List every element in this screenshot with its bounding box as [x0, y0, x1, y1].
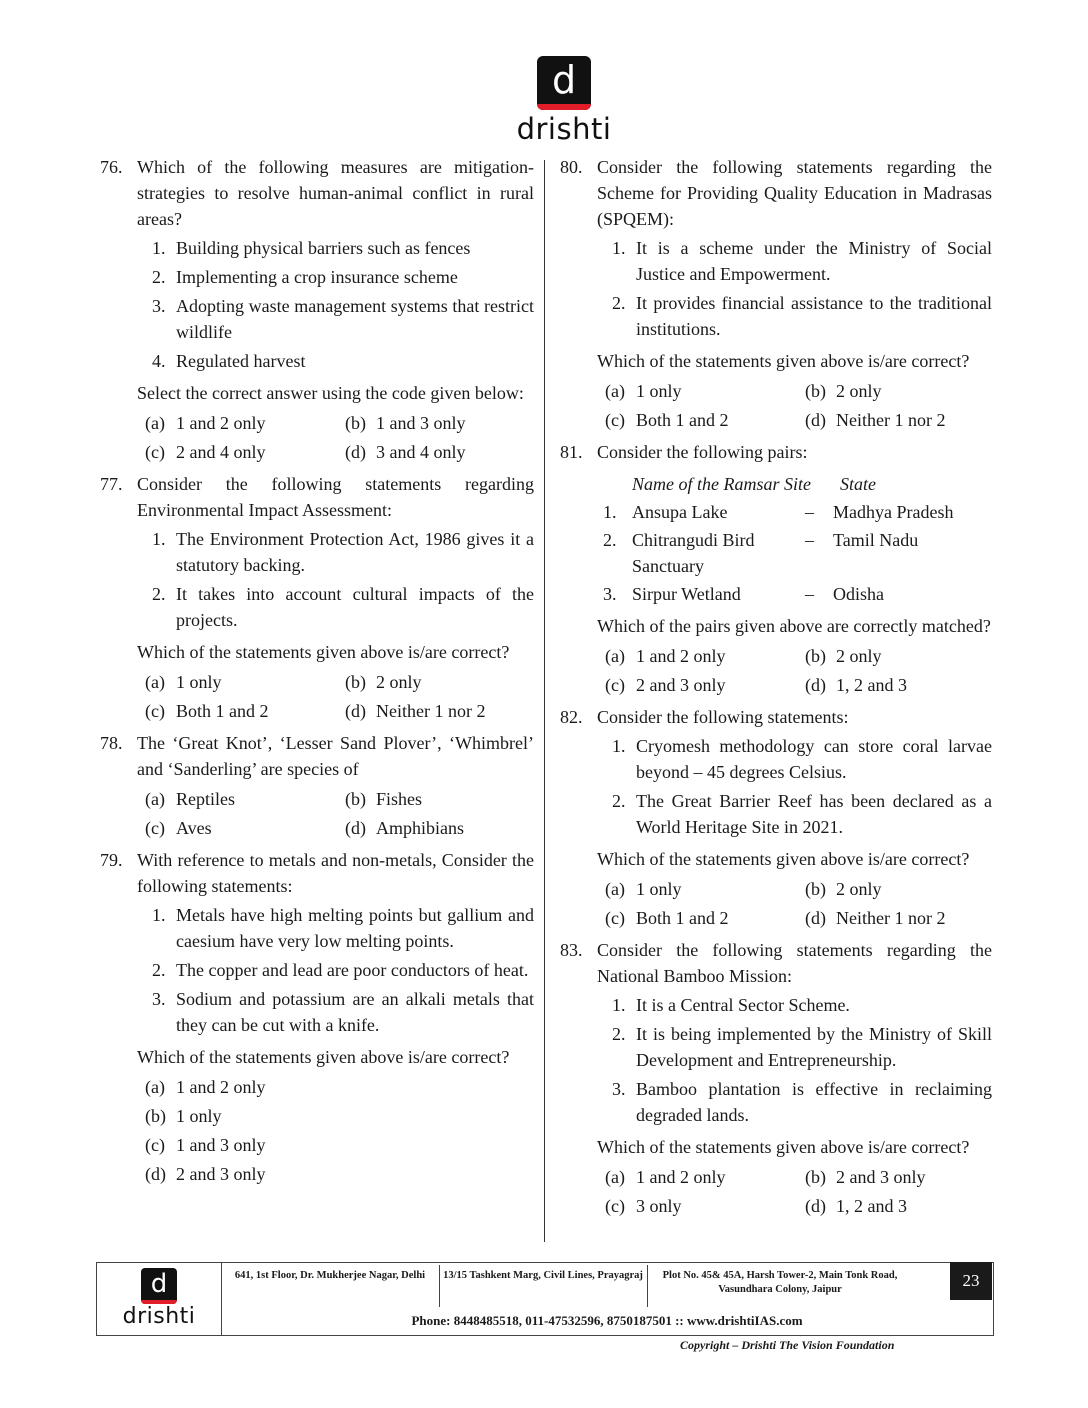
pair-site: Chitrangudi Bird Sanctuary [632, 530, 755, 576]
question-number: 81. [560, 442, 583, 462]
statement-item [137, 526, 534, 578]
answer-option [337, 439, 537, 465]
page-number: 23 [950, 1262, 992, 1300]
pair-row [597, 499, 992, 525]
pair-number: 3. [603, 584, 617, 604]
option-letter: (c) [145, 1135, 165, 1155]
option-letter: (d) [805, 1196, 826, 1216]
footer [96, 1262, 994, 1336]
option-letter: (a) [145, 672, 165, 692]
question-prompt: Which of the pairs given above are correctly matched? [597, 616, 991, 636]
statement-number: 1. [612, 238, 626, 258]
column-divider [544, 160, 545, 1242]
statement-item [137, 348, 534, 374]
answer-option [337, 410, 537, 436]
question-text: Consider the following statements regarding the National Bamboo Mission: [597, 940, 992, 986]
left-column [100, 154, 534, 1193]
statement-item [597, 1021, 992, 1073]
question-prompt: Which of the statements given above is/are correct? [137, 1047, 510, 1067]
statement-item [597, 235, 992, 287]
question-text: Which of the following measures are mitigation-strategies to resolve human-animal conflict in rural areas? [137, 157, 534, 229]
option-text: 2 and 3 only [636, 675, 726, 695]
answer-option [337, 815, 537, 841]
statement-item [597, 992, 992, 1018]
answer-option [797, 1193, 997, 1219]
option-letter: (d) [345, 818, 366, 838]
option-text: Both 1 and 2 [636, 410, 729, 430]
option-text: 1 only [636, 381, 682, 401]
answer-option [597, 378, 797, 404]
statement-number: 2. [612, 293, 626, 313]
option-letter: (c) [145, 818, 165, 838]
statement-text: It is a Central Sector Scheme. [636, 995, 850, 1015]
question-item [560, 154, 992, 433]
option-text: Neither 1 nor 2 [836, 908, 946, 928]
question-prompt: Select the correct answer using the code given below: [137, 383, 524, 403]
answer-option [137, 1074, 537, 1100]
statement-item [137, 293, 534, 345]
answer-options [597, 1164, 992, 1219]
question-prompt: Which of the statements given above is/are correct? [597, 351, 970, 371]
option-letter: (a) [145, 789, 165, 809]
option-text: 2 and 4 only [176, 442, 266, 462]
option-letter: (a) [145, 1077, 165, 1097]
question-item [100, 154, 534, 465]
option-text: 1 and 2 only [636, 1167, 726, 1187]
answer-option [137, 1103, 537, 1129]
pairs-header-site: Name of the Ramsar Site [632, 474, 811, 494]
question-prompt: Which of the statements given above is/are correct? [137, 642, 510, 662]
answer-option [797, 407, 997, 433]
answer-option [137, 698, 337, 724]
statement-number: 2. [152, 960, 166, 980]
question-text: Consider the following statements regarding Environmental Impact Assessment: [137, 474, 534, 520]
option-letter: (a) [605, 879, 625, 899]
option-text: 1 only [636, 879, 682, 899]
answer-options [137, 786, 534, 841]
logo-icon: d [537, 56, 591, 110]
footer-logo [97, 1263, 222, 1335]
pair-dash: – [805, 584, 814, 604]
answer-option [797, 672, 997, 698]
statement-item [597, 733, 992, 785]
statement-number: 2. [152, 584, 166, 604]
option-text: 2 only [836, 381, 882, 401]
option-text: 1, 2 and 3 [836, 675, 907, 695]
header-logo [516, 56, 612, 146]
statement-item [137, 264, 534, 290]
phone-numbers: 8448485518, 011-47532596, 8750187501 :: www.drishtiIAS.com [453, 1313, 803, 1328]
option-letter: (d) [805, 410, 826, 430]
statement-number: 3. [152, 989, 166, 1009]
footer-logo-wordmark: drishti [122, 1304, 196, 1329]
option-text: 3 only [636, 1196, 682, 1216]
option-letter: (a) [605, 381, 625, 401]
option-text: 1 only [176, 1106, 222, 1126]
option-letter: (b) [345, 789, 366, 809]
footer-separator [647, 1265, 648, 1307]
pairs-header [597, 471, 992, 497]
option-letter: (d) [805, 908, 826, 928]
question-item [560, 439, 992, 698]
option-letter: (c) [605, 675, 625, 695]
question-text: Consider the following pairs: [597, 442, 808, 462]
statement-number: 3. [152, 296, 166, 316]
option-letter: (d) [145, 1164, 166, 1184]
option-text: Fishes [376, 789, 423, 809]
option-letter: (b) [805, 381, 826, 401]
statement-number: 4. [152, 351, 166, 371]
option-text: Reptiles [176, 789, 235, 809]
question-number: 80. [560, 157, 583, 177]
pair-row [597, 581, 992, 607]
option-letter: (a) [605, 646, 625, 666]
footer-logo-icon: d [141, 1268, 177, 1304]
statement-text: The Environment Protection Act, 1986 gives it a statutory backing. [176, 529, 534, 575]
address-prayagraj: 13/15 Tashkent Marg, Civil Lines, Prayagraj [443, 1270, 643, 1281]
statement-number: 1. [152, 905, 166, 925]
statement-text: Cryomesh methodology can store coral larvae beyond – 45 degrees Celsius. [636, 736, 992, 782]
question-item [100, 730, 534, 841]
option-text: Both 1 and 2 [176, 701, 269, 721]
pair-state: Madhya Pradesh [833, 502, 954, 522]
option-text: Both 1 and 2 [636, 908, 729, 928]
option-text: 1 and 2 only [176, 413, 266, 433]
statement-text: It takes into account cultural impacts of the projects. [176, 584, 534, 630]
option-letter: (b) [805, 646, 826, 666]
answer-option [597, 876, 797, 902]
question-number: 79. [100, 850, 123, 870]
statement-item [137, 581, 534, 633]
option-text: Aves [176, 818, 212, 838]
statement-item [597, 1076, 992, 1128]
option-letter: (d) [345, 442, 366, 462]
footer-separator [439, 1265, 440, 1307]
option-text: 1 and 2 only [636, 646, 726, 666]
right-column [560, 154, 992, 1225]
pair-state: Tamil Nadu [833, 530, 919, 550]
answer-option [337, 669, 537, 695]
option-letter: (c) [605, 1196, 625, 1216]
answer-options [137, 1074, 534, 1187]
option-text: 1 only [176, 672, 222, 692]
option-letter: (a) [145, 413, 165, 433]
option-text: 2 only [836, 879, 882, 899]
answer-options [597, 378, 992, 433]
option-text: 3 and 4 only [376, 442, 466, 462]
question-text: With reference to metals and non-metals, Consider the following statements: [137, 850, 534, 896]
option-letter: (b) [145, 1106, 166, 1126]
option-letter: (b) [345, 672, 366, 692]
statement-text: It is being implemented by the Ministry of Skill Development and Entrepreneurship. [636, 1024, 992, 1070]
statement-text: Metals have high melting points but gallium and caesium have very low melting points. [176, 905, 534, 951]
answer-option [337, 786, 537, 812]
option-text: Neither 1 nor 2 [836, 410, 946, 430]
question-item [100, 847, 534, 1187]
option-letter: (c) [145, 442, 165, 462]
option-letter: (c) [605, 410, 625, 430]
question-number: 82. [560, 707, 583, 727]
address-jaipur: Plot No. 45& 45A, Harsh Tower-2, Main Tonk Road, Vasundhara Colony, Jaipur [662, 1270, 898, 1295]
statement-text: The copper and lead are poor conductors of heat. [176, 960, 529, 980]
statement-item [137, 235, 534, 261]
question-item [560, 704, 992, 931]
answer-options [597, 876, 992, 931]
pair-site: Ansupa Lake [632, 502, 728, 522]
option-letter: (c) [145, 701, 165, 721]
answer-option [137, 1161, 537, 1187]
question-number: 77. [100, 474, 123, 494]
pair-dash: – [805, 502, 814, 522]
pair-number: 1. [603, 502, 617, 522]
statement-number: 1. [152, 529, 166, 549]
answer-option [137, 439, 337, 465]
question-number: 76. [100, 157, 123, 177]
pair-dash: – [805, 530, 814, 550]
phone-label: Phone: [411, 1313, 451, 1328]
option-letter: (c) [605, 908, 625, 928]
option-text: Neither 1 nor 2 [376, 701, 486, 721]
option-text: 2 only [836, 646, 882, 666]
answer-option [137, 410, 337, 436]
pair-row [597, 527, 992, 579]
statement-text: It is a scheme under the Ministry of Social Justice and Empowerment. [636, 238, 992, 284]
answer-option [597, 407, 797, 433]
question-text: Consider the following statements: [597, 707, 849, 727]
statement-number: 1. [612, 736, 626, 756]
statement-item [137, 957, 534, 983]
answer-option [137, 669, 337, 695]
question-number: 83. [560, 940, 583, 960]
answer-option [797, 378, 997, 404]
answer-option [597, 1193, 797, 1219]
statement-number: 3. [612, 1079, 626, 1099]
question-item [560, 937, 992, 1219]
answer-option [597, 1164, 797, 1190]
option-letter: (b) [805, 1167, 826, 1187]
pair-site: Sirpur Wetland [632, 584, 741, 604]
question-prompt: Which of the statements given above is/are correct? [597, 1137, 970, 1157]
statement-text: Bamboo plantation is effective in reclaiming degraded lands. [636, 1079, 992, 1125]
question-number: 78. [100, 733, 123, 753]
statement-number: 2. [612, 791, 626, 811]
option-letter: (b) [345, 413, 366, 433]
option-letter: (b) [805, 879, 826, 899]
question-text: The ‘Great Knot’, ‘Lesser Sand Plover’, ‘Whimbrel’ and ‘Sanderling’ are species of [137, 733, 534, 779]
pairs-header-state: State [840, 474, 876, 494]
question-prompt: Which of the statements given above is/are correct? [597, 849, 970, 869]
statement-text: It provides financial assistance to the traditional institutions. [636, 293, 992, 339]
address-delhi: 641, 1st Floor, Dr. Mukherjee Nagar, Delhi [234, 1270, 426, 1281]
statement-number: 2. [612, 1024, 626, 1044]
option-text: 2 only [376, 672, 422, 692]
statement-item [597, 290, 992, 342]
statement-text: Building physical barriers such as fences [176, 238, 471, 258]
answer-option [137, 1132, 537, 1158]
answer-option [797, 643, 997, 669]
logo-wordmark: drishti [516, 112, 612, 146]
answer-option [597, 672, 797, 698]
pair-state: Odisha [833, 584, 884, 604]
option-text: 2 and 3 only [836, 1167, 926, 1187]
answer-option [597, 643, 797, 669]
answer-options [137, 410, 534, 465]
answer-option [137, 815, 337, 841]
answer-option [597, 905, 797, 931]
answer-option [337, 698, 537, 724]
statement-number: 2. [152, 267, 166, 287]
answer-option [137, 786, 337, 812]
copyright: Copyright – Drishti The Vision Foundation [680, 1338, 895, 1352]
statement-item [137, 986, 534, 1038]
option-text: 1 and 3 only [176, 1135, 266, 1155]
option-text: Amphibians [376, 818, 464, 838]
statement-number: 1. [612, 995, 626, 1015]
statement-item [137, 902, 534, 954]
statement-item [597, 788, 992, 840]
statement-text: The Great Barrier Reef has been declared as a World Heritage Site in 2021. [636, 791, 992, 837]
question-item [100, 471, 534, 724]
statement-text: Implementing a crop insurance scheme [176, 267, 458, 287]
option-text: 1, 2 and 3 [836, 1196, 907, 1216]
statement-text: Regulated harvest [176, 351, 306, 371]
pair-number: 2. [603, 530, 617, 550]
option-letter: (a) [605, 1167, 625, 1187]
answer-option [797, 905, 997, 931]
option-text: 1 and 2 only [176, 1077, 266, 1097]
question-text: Consider the following statements regarding the Scheme for Providing Quality Education in Madrasas (SPQEM): [597, 157, 992, 229]
option-letter: (d) [345, 701, 366, 721]
answer-option [797, 876, 997, 902]
footer-contact [221, 1313, 993, 1329]
option-text: 1 and 3 only [376, 413, 466, 433]
answer-options [137, 669, 534, 724]
statement-text: Sodium and potassium are an alkali metals that they can be cut with a knife. [176, 989, 534, 1035]
statement-text: Adopting waste management systems that restrict wildlife [176, 296, 534, 342]
statement-number: 1. [152, 238, 166, 258]
option-text: 2 and 3 only [176, 1164, 266, 1184]
answer-option [797, 1164, 997, 1190]
option-letter: (d) [805, 675, 826, 695]
answer-options [597, 643, 992, 698]
